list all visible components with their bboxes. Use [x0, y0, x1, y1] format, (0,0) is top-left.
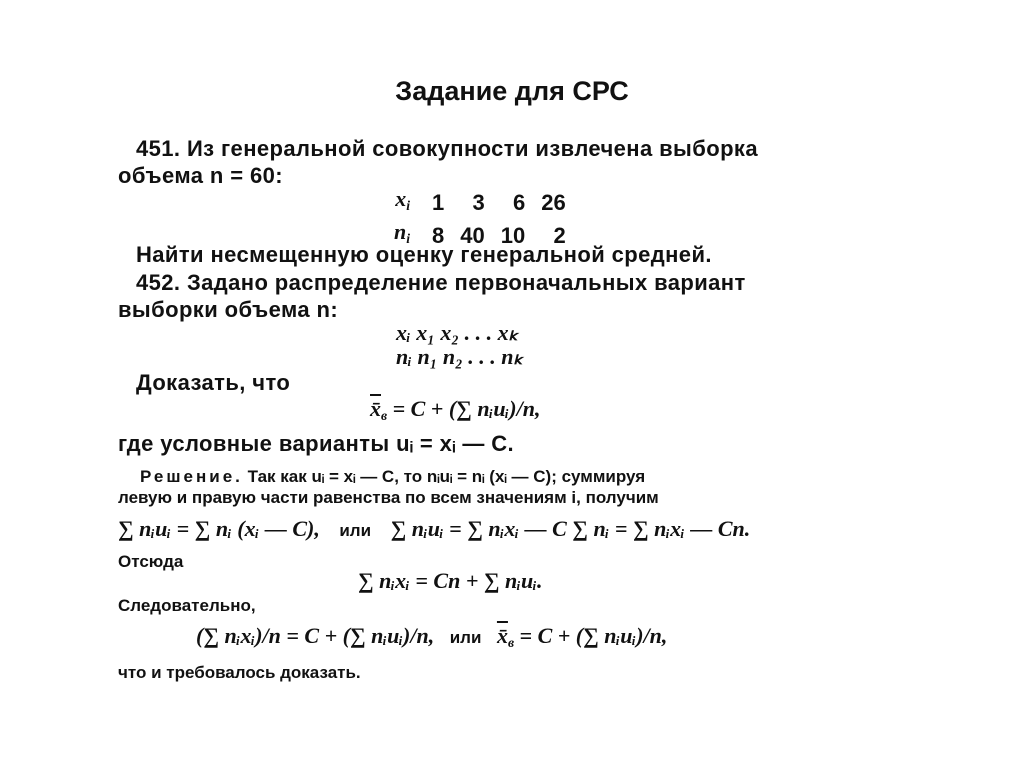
table-cell: 40	[460, 222, 485, 248]
problem-text: Задано распределение первоначальных вариант	[186, 270, 746, 295]
row-label-subscript: i	[406, 231, 411, 247]
problem-452-line-1	[136, 270, 746, 296]
formula-part-a: ∑ nᵢuᵢ = ∑ nᵢ (xᵢ — C),	[118, 516, 320, 541]
problem-number: 452.	[136, 270, 181, 295]
formula-left: x̄	[496, 623, 508, 648]
conditional-variants-line: где условные варианты uᵢ = xᵢ — C.	[118, 431, 515, 456]
hence-label: Отсюда	[118, 552, 184, 571]
solution-line-2: левую и правую части равенства по всем значениям i, получим	[118, 488, 659, 507]
frequencies-row: nᵢ n₁ n₂ . . . nₖ	[396, 344, 523, 369]
problem-number: 451.	[136, 136, 181, 161]
solution-line-1	[140, 467, 645, 487]
formula-sum-2: ∑ nᵢxᵢ = Cn + ∑ nᵢuᵢ.	[358, 568, 543, 593]
problem-452-line-2: выборки объема n:	[118, 297, 339, 322]
formula-subscript: в	[381, 408, 388, 424]
formula-mean	[370, 396, 540, 424]
slide-title: Задание для СРС	[395, 76, 629, 106]
table-cell: 26	[541, 189, 566, 215]
prove-label: Доказать, что	[136, 370, 291, 395]
formula-left: x̄	[370, 396, 381, 421]
formula-part-a: (∑ nᵢxᵢ)/n = C + (∑ nᵢuᵢ)/n,	[196, 623, 435, 648]
qed-line: что и требовалось доказать.	[118, 663, 361, 682]
solution-text: Так как uᵢ = xᵢ — C, то nᵢuᵢ = nᵢ (xᵢ — C); суммируя	[247, 467, 646, 486]
formula-subscript: в	[507, 635, 515, 651]
problem-451-line-2: объема n = 60:	[118, 163, 283, 188]
table-cell: 2	[553, 222, 566, 248]
therefore-label: Следовательно,	[118, 596, 256, 615]
table-cell: 3	[472, 189, 485, 215]
or-word: или	[449, 628, 482, 647]
table-cell: 6	[513, 189, 526, 215]
solution-heading: Решение.	[140, 467, 243, 486]
table-cell: 8	[432, 222, 445, 248]
formula-right: = C + (∑ nᵢuᵢ)/n,	[392, 396, 541, 421]
table-cell: 10	[500, 222, 526, 248]
row-label	[386, 186, 424, 219]
formula-sum-1	[118, 516, 750, 542]
problem-text: Из генеральной совокупности извлечена выборка	[186, 136, 758, 161]
row-label-text: x	[395, 186, 407, 211]
scanned-textbook-page	[118, 120, 888, 700]
variants-row: xᵢ x₁ x₂ . . . xₖ	[396, 320, 518, 345]
table-row-x	[386, 186, 574, 219]
problem-451-task: Найти несмещенную оценку генеральной средней.	[136, 242, 712, 267]
formula-final	[196, 623, 667, 651]
row-label-text: n	[394, 219, 407, 245]
formula-part-b: ∑ nᵢuᵢ = ∑ nᵢxᵢ — C ∑ nᵢ = ∑ nᵢxᵢ — Cn.	[390, 516, 751, 541]
problem-451-line-1	[136, 136, 758, 162]
table-cell: 1	[432, 189, 445, 215]
row-label-subscript: i	[406, 198, 411, 214]
formula-right: = C + (∑ nᵢuᵢ)/n,	[519, 623, 668, 648]
or-word: или	[339, 521, 372, 540]
